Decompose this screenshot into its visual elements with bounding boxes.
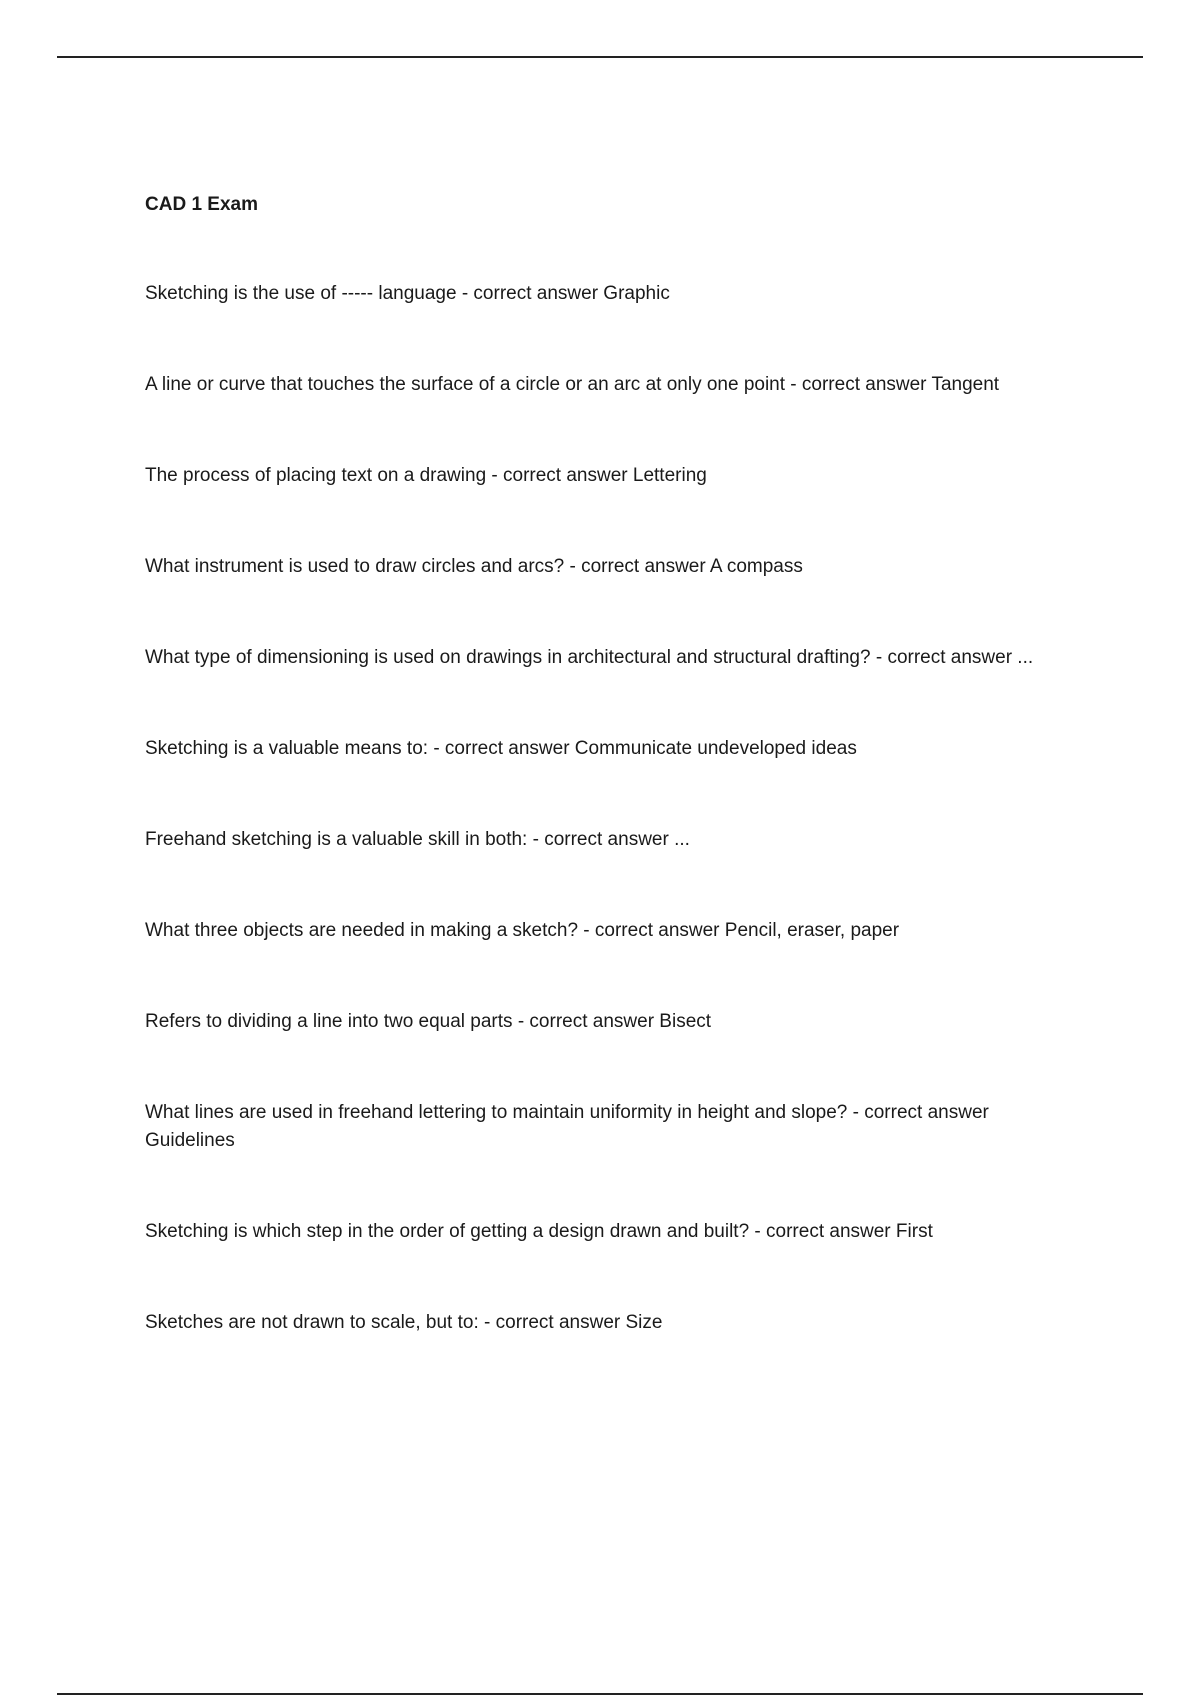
qa-item: What three objects are needed in making a sketch? - correct answer Pencil, eraser, paper — [145, 920, 900, 941]
qa-item: What instrument is used to draw circles and arcs? - correct answer A compass — [145, 556, 803, 577]
qa-item: What lines are used in freehand lettering to maintain uniformity in height and slope? - correct answer Guidelines — [145, 1102, 989, 1151]
qa-item: A line or curve that touches the surface of a circle or an arc at only one point - correct answer Tangent — [145, 374, 1000, 395]
qa-item: Sketching is which step in the order of getting a design drawn and built? - correct answer First — [145, 1221, 933, 1242]
qa-item: Refers to dividing a line into two equal parts - correct answer Bisect — [145, 1011, 712, 1032]
qa-item: Sketching is the use of ----- language - correct answer Graphic — [145, 283, 670, 304]
document-title: CAD 1 Exam — [145, 194, 258, 215]
top-rule — [57, 56, 1143, 58]
qa-item: The process of placing text on a drawing - correct answer Lettering — [145, 465, 707, 486]
qa-item: Freehand sketching is a valuable skill in both: - correct answer ... — [145, 829, 690, 850]
document-body — [145, 190, 1075, 1400]
qa-item: What type of dimensioning is used on drawings in architectural and structural drafting? - correct answer ... — [145, 647, 1034, 668]
qa-item: Sketching is a valuable means to: - correct answer Communicate undeveloped ideas — [145, 738, 857, 759]
bottom-rule — [57, 1693, 1143, 1695]
qa-item: Sketches are not drawn to scale, but to: - correct answer Size — [145, 1312, 663, 1333]
